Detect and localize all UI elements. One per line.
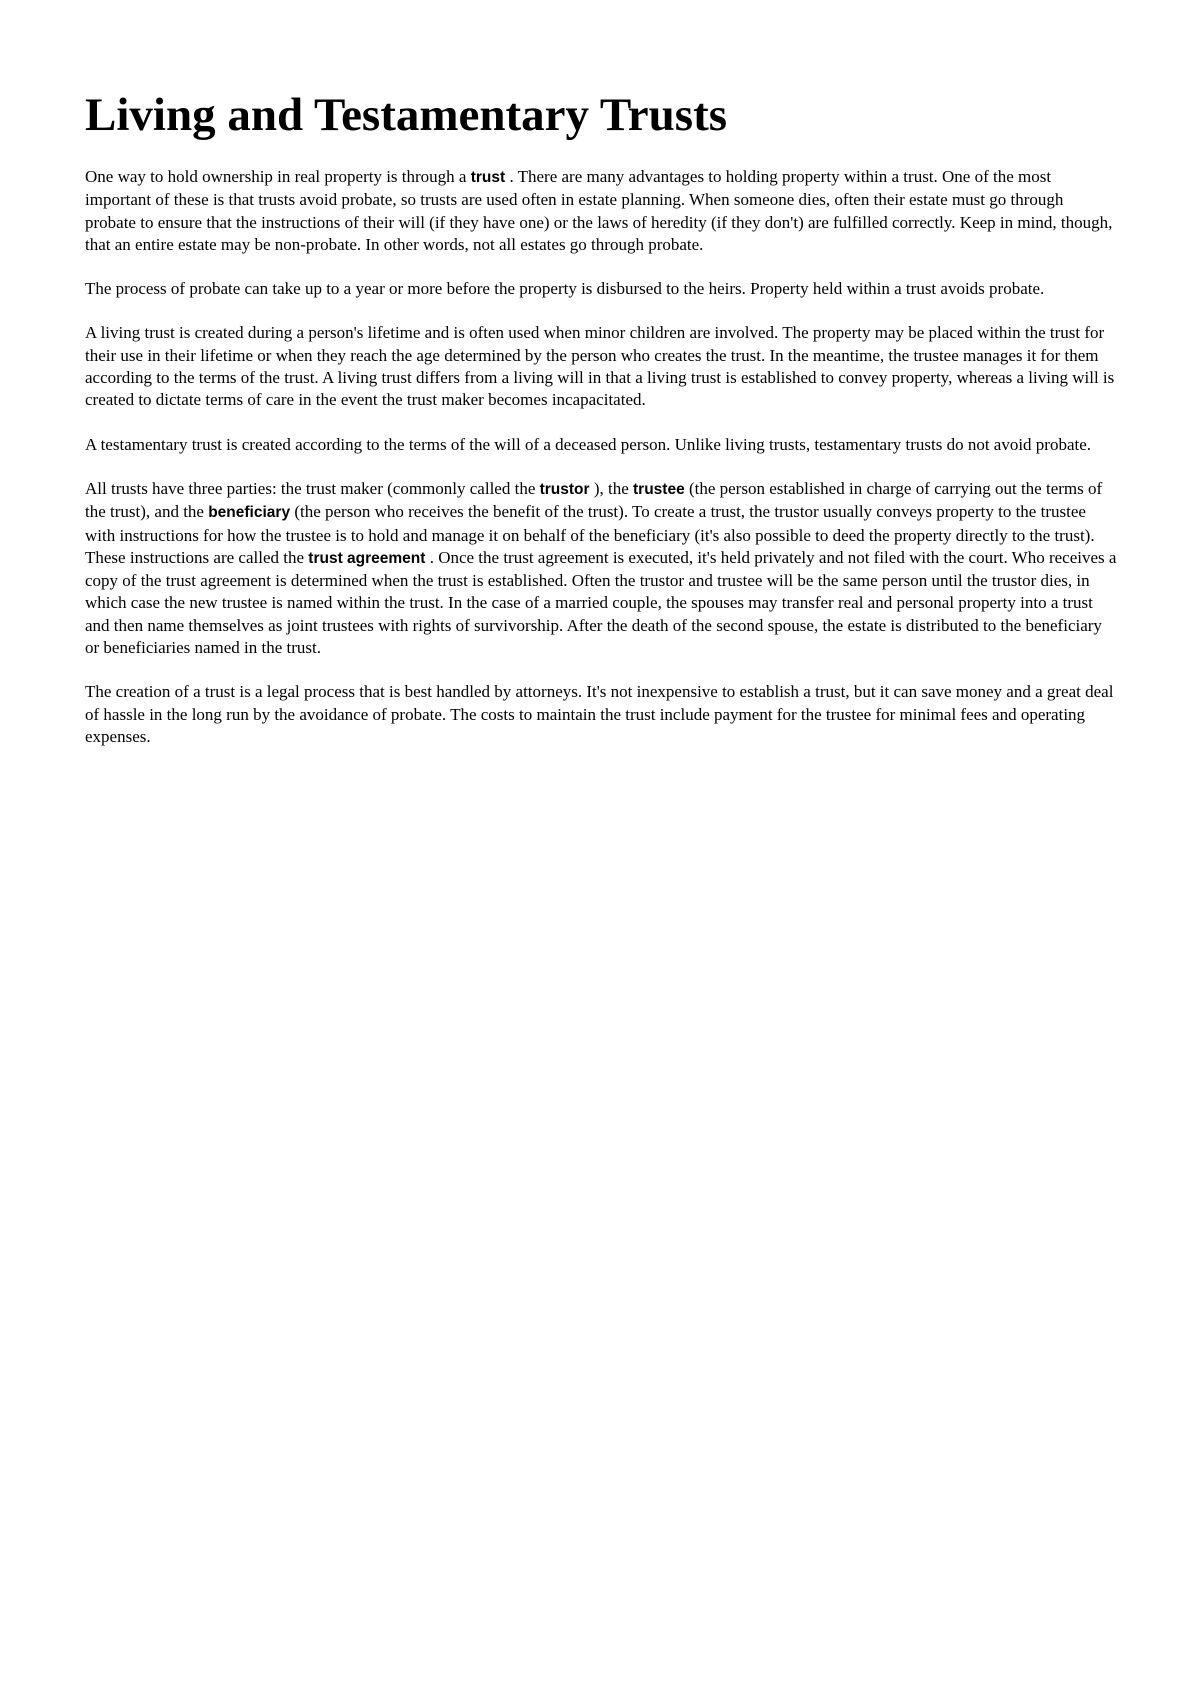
paragraph-text: (the person established in charge of carrying out the terms of the trust), and the [85, 478, 1103, 522]
paragraph-text: ), the [589, 478, 633, 498]
paragraph-parties [85, 478, 1118, 659]
paragraph-creation: The creation of a trust is a legal process that is best handled by attorneys. It's not inexpensive to establish a trust, but it can save money and a great deal of hassle in the long run by the avoidance of probate. The costs to maintain the trust include payment for the trustee for minimal fees and operating expenses. [85, 682, 1114, 746]
paragraph-text: . Once the trust agreement is executed, it's held privately and not filed with the court. Who receives a copy of the trust agreement is determined when the trust is established. Often the trustor and trustee will be the same person until the trustor dies, in which case the new trustee is named within the trust. In the case of a married couple, the spouses may transfer real and personal property into a trust and then name themselves as joint trustees with rights of survivorship. After the death of the second spouse, the estate is distributed to the beneficiary or beneficiaries named in the trust. [85, 547, 1117, 658]
term-trustor: trustor [539, 480, 590, 498]
paragraph-living-trust: A living trust is created during a person's lifetime and is often used when minor children are involved. The property may be placed within the trust for their use in their lifetime or when they reach the age determined by the person who creates the trust. In the meantime, the trustee manages it for them according to the terms of the trust. A living trust differs from a living will in that a living trust is established to convey property, whereas a living will is created to dictate terms of care in the event the trust maker becomes incapacitated. [85, 323, 1115, 410]
paragraph-testamentary-trust: A testamentary trust is created according to the terms of the will of a deceased person. Unlike living trusts, testamentary trusts do not avoid probate. [85, 434, 1092, 454]
document-page [85, 84, 1118, 770]
paragraph-text: (the person who receives the benefit of the trust). To create a trust, the trustor usually conveys property to the trustee with instructions for how the trustee is to hold and manage it on behalf of the beneficiary (it's also possible to deed the property directly to the trust). These instructions are called the [85, 502, 1095, 567]
term-beneficiary: beneficiary [208, 504, 291, 522]
term-trust: trust [470, 169, 506, 186]
paragraph-text: . There are many advantages to holding property within a trust. One of the most important of these is that trusts avoid probate, so trusts are used often in estate planning. When someone dies, often their estate must go through probate to ensure that the instructions of their will (if they have one) or the laws of heredity (if they don't) are fulfilled correctly. Keep in mind, though, that an entire estate may be non-probate. In other words, not all estates go through probate. [85, 167, 1113, 254]
term-trustee: trustee [633, 480, 685, 498]
term-trust-agreement: trust agreement [308, 549, 426, 567]
paragraph-text: All trusts have three parties: the trust maker (commonly called the [85, 478, 540, 498]
paragraph-intro [85, 166, 1118, 256]
paragraph-probate: The process of probate can take up to a year or more before the property is disbursed to the heirs. Property held within a trust avoids probate. [85, 279, 1045, 299]
paragraph-text: One way to hold ownership in real property is through a [85, 167, 471, 186]
page-title: Living and Testamentary Trusts [85, 89, 728, 141]
